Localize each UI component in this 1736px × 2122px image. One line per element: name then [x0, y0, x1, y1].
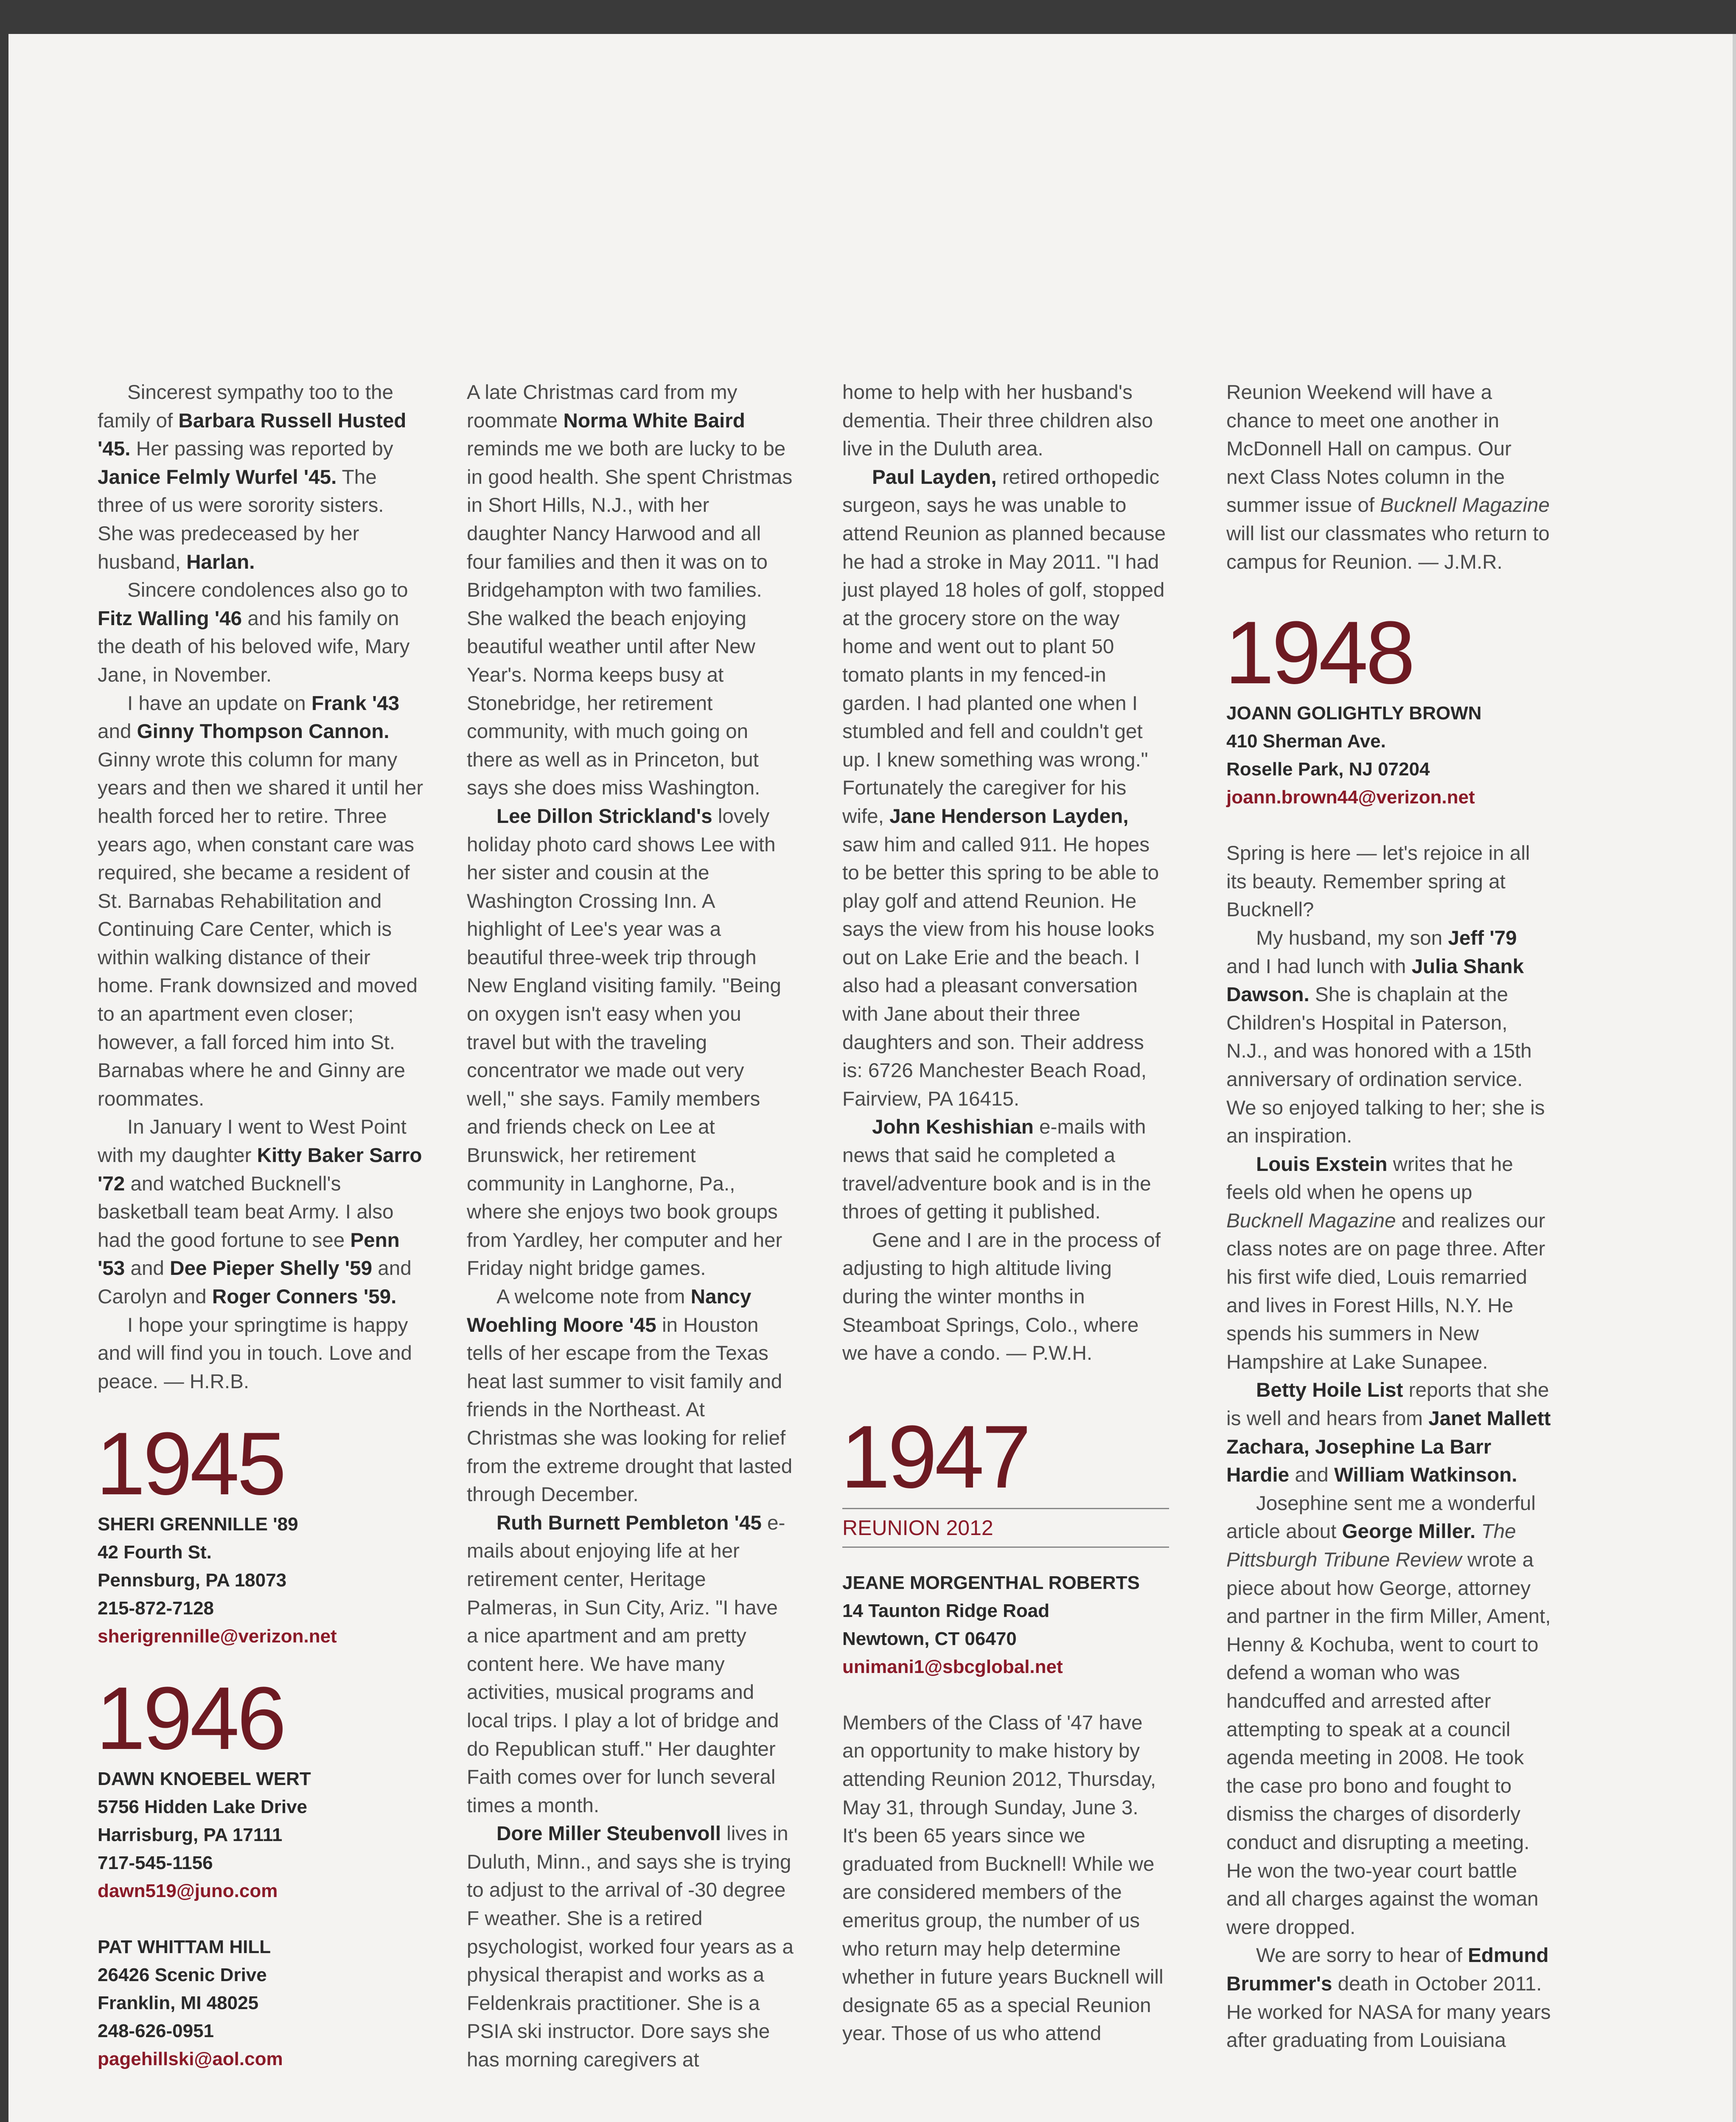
class-contact: SHERI GRENNILLE '89 42 Fourth St. Pennsburg, PA 18073 215-872-7128 sherigrennille@verizon.net [98, 1510, 424, 1650]
email-link[interactable]: pagehillski@aol.com [98, 2049, 283, 2070]
paragraph: Lee Dillon Strickland's lovely holiday photo card shows Lee with her sister and cousin at the Washington Crossing Inn. A highlight of Lee's year was a beautiful three-week trip through New England visiting family. "Being on oxygen isn't easy when you travel but with the traveling concentrator we made out very well," she says. Family members and friends check on Lee at Brunswick, her retirement community in Langhorne, Pa., where she enjoys two book groups from Yardley, her computer and her Friday night bridge games. [467, 805, 782, 1280]
name: Nancy Woehling Moore '45 [467, 1286, 752, 1336]
column-4 [1226, 379, 1553, 2055]
paragraph: I have an update on Frank '43 and Ginny Thompson Cannon. Ginny wrote this column for many years and then we shared it until her health forced her to retire. Three years ago, when constant care was required, she became a resident of St. Barnabas Rehabilitation and Continuing Care Center, which is within walking distance of their home. Frank downsized and moved to an apartment even closer; however, a fall forced him into St. Barnabas where he and Ginny are roommates. [98, 692, 423, 1110]
paragraph: home to help with her husband's dementia. Their three children also live in the Duluth area. [842, 381, 1153, 460]
paragraph: We are sorry to hear of Edmund Brummer's death in October 2011. He worked for NASA for many years after graduating from Louisiana [1226, 1944, 1551, 2052]
name: Ginny Thompson Cannon. [137, 720, 390, 743]
class-contact: DAWN KNOEBEL WERT 5756 Hidden Lake Drive Harrisburg, PA 17111 717-545-1156 dawn519@juno.com PAT WHITTAM HILL 26426 Scenic Drive Franklin, MI 48025 248-626-0951 pagehillski@aol.com [98, 1765, 424, 2073]
name: Penn '53 [98, 1229, 400, 1280]
paragraph: Betty Hoile List reports that she is well and hears from Janet Mallett Zachara, Josephine La Barr Hardie and William Watkinson. [1226, 1379, 1551, 1487]
column-2 [467, 379, 794, 2074]
name: Janice Felmly Wurfel '45. [98, 466, 337, 488]
name: John Keshishian [872, 1116, 1034, 1139]
paragraph: Sincerest sympathy too to the family of Barbara Russell Husted '45. Her passing was reported by Janice Felmly Wurfel '45. The three of us were sorority sisters. She was predeceased by her husband, Harlan. [98, 381, 407, 573]
name: George Miller. [1342, 1520, 1476, 1543]
paragraph: Dore Miller Steubenvoll lives in Duluth, Minn., and says she is trying to adjust to the arrival of -30 degree F weather. She is a retired psychologist, worked four years as a physical therapist and works as a Feldenkrais practitioner. She is a PSIA ski instructor. Dore says she has morning caregivers at [467, 1822, 794, 2071]
class-year-heading: 1947 [841, 1406, 1029, 1507]
name: William Watkinson. [1334, 1464, 1517, 1487]
name: Norma White Baird [563, 409, 745, 432]
page-edge-shadow [1733, 34, 1736, 2122]
name: Harlan. [186, 550, 255, 573]
reunion-label: REUNION 2012 [842, 1516, 993, 1540]
paragraph: I hope your springtime is happy and will find you in touch. Love and peace. — H.R.B. [98, 1314, 412, 1393]
name: Louis Exstein [1256, 1153, 1388, 1176]
name: Kitty Baker Sarro '72 [98, 1144, 422, 1195]
class-year-heading: 1948 [1225, 603, 1413, 703]
email-link[interactable]: sherigrennille@verizon.net [98, 1626, 337, 1647]
paragraph: Spring is here — let's rejoice in all its beauty. Remember spring at Bucknell? [1226, 842, 1530, 921]
paragraph: Sincere condolences also go to Fitz Walling '46 and his family on the death of his beloved wife, Mary Jane, in November. [98, 579, 410, 686]
name: Frank '43 [311, 692, 400, 715]
paragraph: Members of the Class of '47 have an opportunity to make history by attending Reunion 2012, Thursday, May 31, through Sunday, June 3. It's been 65 years since we graduated from Bucknell! While we are considered members of the emeritus group, the number of us who return may help determine whether in future years Bucknell will designate 65 as a special Reunion year. Those of us who attend [842, 1711, 1164, 2045]
class-contact: JOANN GOLIGHTLY BROWN 410 Sherman Ave. Roselle Park, NJ 07204 joann.brown44@verizon.net [1226, 699, 1553, 811]
name: Dore Miller Steubenvoll [496, 1822, 721, 1845]
magazine-page [8, 34, 1736, 2122]
name: Fitz Walling '46 [98, 607, 242, 630]
name: Jane Henderson Layden, [889, 805, 1129, 828]
name: Betty Hoile List [1256, 1379, 1403, 1402]
class-contact: JEANE MORGENTHAL ROBERTS 14 Taunton Ridge Road Newtown, CT 06470 unimani1@sbcglobal.net [842, 1569, 1169, 1681]
name: Edmund Brummer's [1226, 1944, 1549, 1995]
column-3 [842, 379, 1169, 2048]
paragraph: Gene and I are in the process of adjusting to high altitude living during the winter months in Steamboat Springs, Colo., where we have a condo. — P.W.H. [842, 1229, 1161, 1365]
paragraph: In January I went to West Point with my daughter Kitty Baker Sarro '72 and watched Bucknell's basketball team beat Army. I also had the good fortune to see Penn '53 and Dee Pieper Shelly '59 and Carolyn and Roger Conners '59. [98, 1116, 422, 1308]
column-1 [98, 379, 424, 2073]
divider [842, 1547, 1169, 1548]
name: Janet Mallett Zachara, Josephine La Barr Hardie [1226, 1407, 1551, 1487]
paragraph: A welcome note from Nancy Woehling Moore '45 in Houston tells of her escape from the Texas heat last summer to visit family and friends in the Northeast. At Christmas she was looking for relief from the extreme drought that lasted through December. [467, 1286, 793, 1506]
name: Barbara Russell Husted '45. [98, 409, 407, 460]
name: Jeff '79 [1448, 926, 1517, 949]
name: Paul Layden, [872, 466, 997, 488]
email-link[interactable]: dawn519@juno.com [98, 1881, 278, 1902]
paragraph: Paul Layden, retired orthopedic surgeon, says he was unable to attend Reunion as planned because he had a stroke in May 2011. "I had just played 18 holes of golf, stopped at the grocery store on the way home and went out to plant 50 tomato plants in my fenced-in garden. I had planted one when I stumbled and fell and couldn't get up. I knew something was wrong." Fortunately the caregiver for his wife, Jane Henderson Layden, saw him and called 911. He hopes to be better this spring to be able to play golf and attend Reunion. He says the view from his house looks out on Lake Erie and the beach. I also had a pleasant conversation with Jane about their three daughters and son. Their address is: 6726 Manchester Beach Road, Fairview, PA 16415. [842, 466, 1166, 1110]
name: Julia Shank Dawson. [1226, 955, 1524, 1006]
class-year-heading: 1945 [96, 1414, 284, 1514]
paragraph: Ruth Burnett Pembleton '45 e-mails about enjoying life at her retirement center, Heritage Palmeras, in Sun City, Ariz. "I have a nice apartment and am pretty content here. We have many activities, musical programs and local trips. I play a lot of bridge and do Republican stuff." Her daughter Faith comes over for lunch several times a month. [467, 1511, 785, 1817]
paragraph: My husband, my son Jeff '79 and I had lunch with Julia Shank Dawson. She is chaplain at the Children's Hospital in Paterson, N.J., and was honored with a 15th anniversary of ordination service. We so enjoyed talking to her; she is an inspiration. [1226, 926, 1545, 1148]
name: Lee Dillon Strickland's [496, 805, 712, 828]
paragraph: Louis Exstein writes that he feels old when he opens up Bucknell Magazine and realizes our class notes are on page three. After his first wife died, Louis remarried and lives in Forest Hills, N.Y. He spends his summers in New Hampshire at Lake Sunapee. [1226, 1153, 1545, 1373]
email-link[interactable]: unimani1@sbcglobal.net [842, 1656, 1063, 1677]
class-year-heading: 1946 [96, 1668, 284, 1768]
paragraph: A late Christmas card from my roommate Norma White Baird reminds me we both are lucky to be in good health. She spent Christmas in Short Hills, N.J., with her daughter Nancy Harwood and all four families and then it was on to Bridgehampton with two families. She walked the beach enjoying beautiful weather until after New Year's. Norma keeps busy at Stonebridge, her retirement community, with much going on there as well as in Princeton, but says she does miss Washington. [467, 381, 793, 800]
name: Dee Pieper Shelly '59 [170, 1257, 373, 1280]
email-link[interactable]: joann.brown44@verizon.net [1226, 787, 1475, 808]
name: Ruth Burnett Pembleton '45 [496, 1511, 762, 1534]
paragraph: Josephine sent me a wonderful article about George Miller. The Pittsburgh Tribune Review wrote a piece about how George, attorney and partner in the firm Miller, Ament, Henny & Kochuba, went to court to defend a woman who was handcuffed and arrested after attempting to speak at a council agenda meeting in 2008. He took the case pro bono and fought to dismiss the charges of disorderly conduct and disrupting a meeting. He won the two-year court battle and all charges against the woman were dropped. [1226, 1492, 1551, 1939]
paragraph: Reunion Weekend will have a chance to meet one another in McDonnell Hall on campus. Our next Class Notes column in the summer issue of Bucknell Magazine will list our classmates who return to campus for Reunion. — J.M.R. [1226, 381, 1550, 573]
paragraph: John Keshishian e-mails with news that said he completed a travel/adventure book and is in the throes of getting it published. [842, 1116, 1151, 1224]
name: Roger Conners '59. [212, 1286, 397, 1308]
